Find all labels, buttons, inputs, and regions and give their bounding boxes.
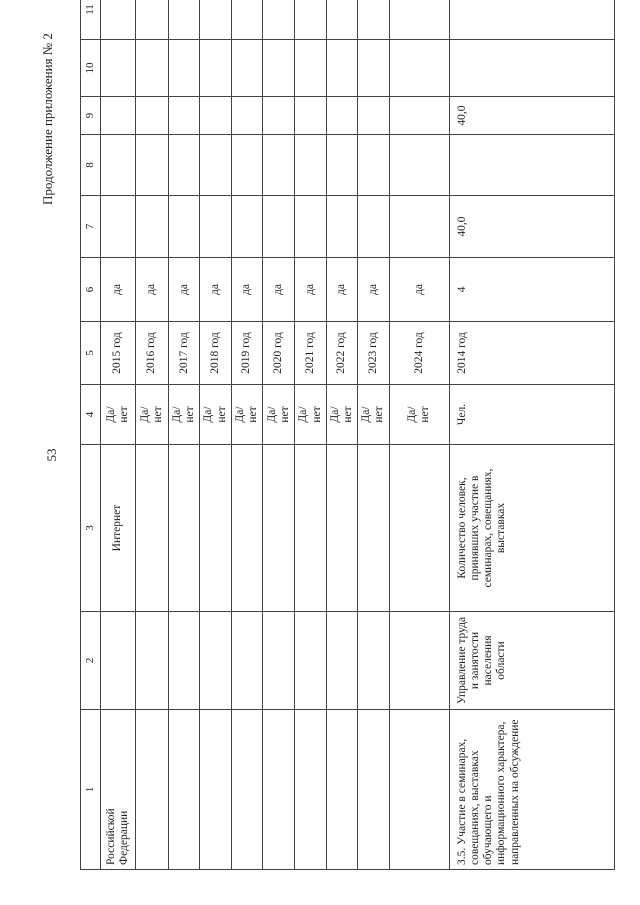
- table-cell-col-2: [231, 612, 262, 710]
- table-cell-col-7: [169, 196, 200, 258]
- column-number-9: 9: [81, 97, 101, 135]
- table-cell-col-8: [449, 135, 614, 196]
- table-cell-col-8: [231, 135, 262, 196]
- table-cell-col-2: [295, 612, 326, 710]
- table-cell-col-7: 40,0: [449, 196, 614, 258]
- column-number-2: 2: [81, 612, 101, 710]
- table-cell-col-6: да: [326, 258, 357, 322]
- table-cell-col-9: 40,0: [449, 97, 614, 135]
- table-cell-col-8: [200, 135, 231, 196]
- table-cell-col-9: [136, 97, 169, 135]
- table-cell-col-10: [358, 40, 389, 97]
- table-cell-col-4: Да/ нет: [231, 385, 262, 445]
- table-cell-col-8: [136, 135, 169, 196]
- table-cell-col-4: Да/ нет: [136, 385, 169, 445]
- table-cell-col-8: [169, 135, 200, 196]
- table-cell-col-2: [358, 612, 389, 710]
- table-cell-col-4: Чел.: [449, 385, 614, 445]
- table-cell-col-1: [389, 710, 449, 870]
- table-cell-col-1: Российской Федерации: [101, 710, 136, 870]
- table-cell-col-3: [295, 445, 326, 612]
- table-cell-col-1: 3.5. Участие в семинарах, совещаниях, выставках обучающего и информационного характера, направленных на обсуждение: [449, 710, 614, 870]
- table-cell-col-11: [326, 0, 357, 40]
- table-cell-col-11: [263, 0, 295, 40]
- table-cell-col-1: [263, 710, 295, 870]
- table-cell-col-6: да: [231, 258, 262, 322]
- table-cell-col-8: [263, 135, 295, 196]
- table-cell-col-4: Да/ нет: [101, 385, 136, 445]
- table-cell-col-2: [169, 612, 200, 710]
- table-cell-col-9: [326, 97, 357, 135]
- table-cell-col-4: Да/ нет: [263, 385, 295, 445]
- table-cell-col-1: [169, 710, 200, 870]
- table-cell-col-5: 2017 год: [169, 322, 200, 385]
- table-cell-col-6: да: [136, 258, 169, 322]
- table-cell-col-7: [200, 196, 231, 258]
- table-cell-col-2: [326, 612, 357, 710]
- table-cell-col-5: 2014 год: [449, 322, 614, 385]
- table-cell-col-6: да: [389, 258, 449, 322]
- table-cell-col-2: [101, 612, 136, 710]
- table-cell-col-6: да: [200, 258, 231, 322]
- column-number-5: 5: [81, 322, 101, 385]
- column-number-7: 7: [81, 196, 101, 258]
- table-cell-col-11: [169, 0, 200, 40]
- table-cell-col-4: Да/ нет: [389, 385, 449, 445]
- table-cell-col-6: да: [358, 258, 389, 322]
- table-cell-col-6: да: [295, 258, 326, 322]
- table-cell-col-1: [231, 710, 262, 870]
- table-cell-col-10: [136, 40, 169, 97]
- table-cell-col-3: [389, 445, 449, 612]
- table-cell-col-11: [389, 0, 449, 40]
- table-cell-col-9: [101, 97, 136, 135]
- table-cell-col-8: [358, 135, 389, 196]
- table-cell-col-5: 2022 год: [326, 322, 357, 385]
- table-cell-col-10: [169, 40, 200, 97]
- table-cell-col-7: [101, 196, 136, 258]
- column-number-6: 6: [81, 258, 101, 322]
- table-cell-col-2: [200, 612, 231, 710]
- column-number-8: 8: [81, 135, 101, 196]
- table-cell-col-6: да: [169, 258, 200, 322]
- table-cell-col-4: Да/ нет: [358, 385, 389, 445]
- table-cell-col-9: [263, 97, 295, 135]
- table-cell-col-1: [136, 710, 169, 870]
- table-cell-col-10: [101, 40, 136, 97]
- table-cell-col-7: [231, 196, 262, 258]
- table-cell-col-9: [200, 97, 231, 135]
- table-cell-col-5: 2021 год: [295, 322, 326, 385]
- table-cell-col-9: [358, 97, 389, 135]
- table-cell-col-6: 4: [449, 258, 614, 322]
- table-row: [169, 0, 200, 870]
- table-cell-col-10: [231, 40, 262, 97]
- table-cell-col-1: [200, 710, 231, 870]
- table-cell-col-10: [449, 40, 614, 97]
- column-number-3: 3: [81, 445, 101, 612]
- table-cell-col-3: [263, 445, 295, 612]
- table-cell-col-3: [231, 445, 262, 612]
- table-cell-col-8: [295, 135, 326, 196]
- table-row: [389, 0, 449, 870]
- table-row: [101, 0, 136, 870]
- table-cell-col-10: [295, 40, 326, 97]
- table-cell-col-10: [389, 40, 449, 97]
- table-cell-col-1: [358, 710, 389, 870]
- table-cell-col-11: [136, 0, 169, 40]
- table-cell-col-4: Да/ нет: [200, 385, 231, 445]
- table-cell-col-9: [169, 97, 200, 135]
- table-cell-col-5: 2016 год: [136, 322, 169, 385]
- table-cell-col-3: [200, 445, 231, 612]
- table-cell-col-5: 2023 год: [358, 322, 389, 385]
- table-cell-col-3: [169, 445, 200, 612]
- table-cell-col-1: [295, 710, 326, 870]
- table-cell-col-6: да: [263, 258, 295, 322]
- table-cell-col-7: [326, 196, 357, 258]
- table-cell-col-8: [389, 135, 449, 196]
- table-cell-col-5: 2020 год: [263, 322, 295, 385]
- table-cell-col-4: Да/ нет: [326, 385, 357, 445]
- table-cell-col-3: Интернет: [101, 445, 136, 612]
- table-cell-col-6: да: [101, 258, 136, 322]
- table-cell-col-10: [263, 40, 295, 97]
- table-row: [326, 0, 357, 870]
- table-cell-col-7: [136, 196, 169, 258]
- table-cell-col-9: [231, 97, 262, 135]
- column-number-4: 4: [81, 385, 101, 445]
- table-cell-col-3: [326, 445, 357, 612]
- appendix-table: [80, 0, 615, 870]
- table-cell-col-11: [231, 0, 262, 40]
- table-cell-col-5: 2019 год: [231, 322, 262, 385]
- table-row: [231, 0, 262, 870]
- table-cell-col-3: [358, 445, 389, 612]
- table-cell-col-7: [389, 196, 449, 258]
- table-cell-col-11: [200, 0, 231, 40]
- table-cell-col-5: 2018 год: [200, 322, 231, 385]
- table-cell-col-4: Да/ нет: [169, 385, 200, 445]
- table-row: [295, 0, 326, 870]
- table-row: [449, 0, 614, 870]
- column-number-11: 11: [81, 0, 101, 40]
- table-cell-col-1: [326, 710, 357, 870]
- table-cell-col-11: [358, 0, 389, 40]
- table-cell-col-5: 2015 год: [101, 322, 136, 385]
- table-row: [263, 0, 295, 870]
- table-cell-col-2: Управление труда и занятости населения области: [449, 612, 614, 710]
- appendix-continuation-note: Продолжение приложения № 2: [40, 33, 55, 205]
- table-cell-col-8: [326, 135, 357, 196]
- table-row: [200, 0, 231, 870]
- table-cell-col-9: [389, 97, 449, 135]
- table-cell-col-11: [295, 0, 326, 40]
- table-cell-col-5: 2024 год: [389, 322, 449, 385]
- table-cell-col-4: Да/ нет: [295, 385, 326, 445]
- table-cell-col-2: [136, 612, 169, 710]
- page-number: 53: [44, 448, 59, 462]
- table-cell-col-7: [295, 196, 326, 258]
- column-number-row: [81, 0, 101, 870]
- table-cell-col-7: [263, 196, 295, 258]
- table-cell-col-8: [101, 135, 136, 196]
- column-number-10: 10: [81, 40, 101, 97]
- table-cell-col-10: [326, 40, 357, 97]
- table-cell-col-7: [358, 196, 389, 258]
- table-cell-col-2: [263, 612, 295, 710]
- table-cell-col-11: [101, 0, 136, 40]
- table-row: [358, 0, 389, 870]
- table-cell-col-3: [136, 445, 169, 612]
- table-cell-col-11: [449, 0, 614, 40]
- table-cell-col-9: [295, 97, 326, 135]
- table-cell-col-2: [389, 612, 449, 710]
- table-cell-col-3: Количество человек, принявших участие в семинарах, совещаниях, выставках: [449, 445, 614, 612]
- table-body: [81, 0, 615, 870]
- column-number-1: 1: [81, 710, 101, 870]
- table-cell-col-10: [200, 40, 231, 97]
- table-row: [136, 0, 169, 870]
